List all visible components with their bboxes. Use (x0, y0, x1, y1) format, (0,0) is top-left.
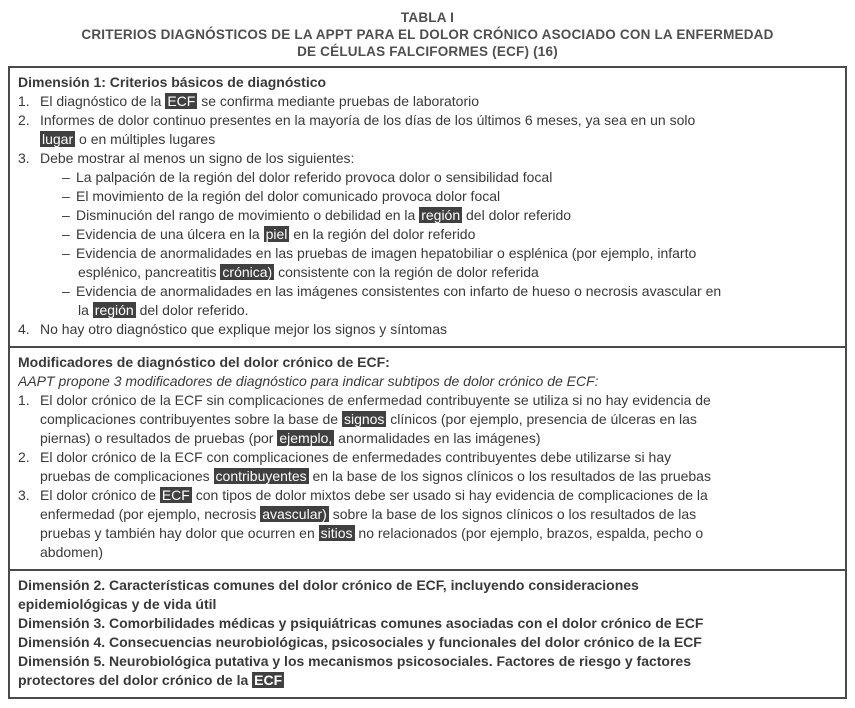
table-line (18, 410, 837, 429)
highlighted-text: contribuyentes (215, 468, 307, 484)
highlighted-text: avascular) (262, 506, 327, 522)
text-segment: Dimensión 3. Comorbilidades médicas y psiquiátricas comunes asociadas con el dolor crónico de ECF (18, 615, 704, 631)
line-marker: 3. (18, 150, 30, 166)
text-segment: en la base de los signos clínicos o los resultados de las pruebas (308, 468, 711, 484)
table-line (18, 206, 837, 225)
table-line (18, 301, 837, 320)
text-segment: enfermedad (por ejemplo, necrosis (40, 506, 261, 522)
table-line (18, 614, 837, 633)
text-segment: del dolor referido. (135, 302, 249, 318)
text-segment: No hay otro diagnóstico que explique mejor los signos y síntomas (40, 321, 447, 337)
text-segment: Modificadores de diagnóstico del dolor crónico de ECF: (18, 354, 390, 370)
line-marker: 2. (18, 449, 30, 465)
line-marker: 3. (18, 487, 30, 503)
highlighted-text: signos (343, 411, 385, 427)
text-segment: Debe mostrar al menos un signo de los siguientes: (40, 150, 355, 166)
table-line (18, 524, 837, 543)
table-section-modificadores-diagnostico (10, 348, 845, 571)
text-segment: o en múltiples lugares (75, 131, 216, 147)
line-marker: – (62, 245, 70, 261)
text-segment: El dolor crónico de (40, 487, 160, 503)
table-title-block (0, 0, 855, 60)
line-marker: – (62, 283, 70, 299)
highlighted-text: región (421, 207, 461, 223)
highlighted-text: región (94, 302, 134, 318)
table-line (18, 486, 837, 505)
text-segment: El dolor crónico de la ECF sin complicaciones de enfermedad contribuyente se utiliza si no hay evidencia de (40, 392, 711, 408)
table-section-dimensiones-2-5 (10, 571, 845, 697)
line-marker: – (62, 207, 70, 223)
text-segment: pruebas de complicaciones (40, 468, 214, 484)
text-segment: consistente con la región de dolor referida (274, 264, 539, 280)
highlighted-text: crónica) (222, 264, 273, 280)
table-line (18, 652, 837, 671)
text-segment: complicaciones contribuyentes sobre la base de (40, 411, 342, 427)
table-line (18, 187, 837, 206)
text-segment: El diagnóstico de la (40, 93, 166, 109)
text-segment: no relacionados (por ejemplo, brazos, espalda, pecho o (354, 525, 704, 541)
table-line (18, 168, 837, 187)
table-line (18, 448, 837, 467)
table-line (18, 111, 837, 130)
table-line (18, 467, 837, 486)
text-segment: El dolor crónico de la ECF con complicaciones de enfermedades contribuyentes debe utilizarse si hay (40, 449, 672, 465)
text-segment: Evidencia de una úlcera en la (76, 226, 264, 242)
text-segment: Informes de dolor continuo presentes en la mayoría de los días de los últimos 6 meses, ya sea en un solo (40, 112, 696, 128)
text-segment: Dimensión 4. Consecuencias neurobiológicas, psicosociales y funcionales del dolor crónico de la ECF (18, 634, 702, 650)
text-segment: en la región del dolor referido (289, 226, 476, 242)
line-marker: – (62, 188, 70, 204)
criteria-table (8, 66, 847, 699)
highlighted-text: sitios (320, 525, 353, 541)
table-title-line-2: DE CÉLULAS FALCIFORMES (ECF) (16) (297, 44, 558, 59)
text-segment: El movimiento de la región del dolor comunicado provoca dolor focal (76, 188, 501, 204)
highlighted-text: ECF (161, 487, 190, 503)
text-segment: pruebas y también hay dolor que ocurren en (40, 525, 319, 541)
table-section-dimension-1-criterios-basicos (10, 68, 845, 348)
line-marker: 1. (18, 93, 30, 109)
highlighted-text: ejemplo, (279, 430, 333, 446)
table-line (18, 671, 837, 690)
text-segment: con tipos de dolor mixtos debe ser usado si hay evidencia de complicaciones de la (191, 487, 708, 503)
line-marker: 4. (18, 321, 30, 337)
text-segment: del dolor referido (462, 207, 572, 223)
text-segment: AAPT propone 3 modificadores de diagnóstico para indicar subtipos de dolor crónico de ECF: (18, 373, 599, 389)
highlighted-text: piel (265, 226, 288, 242)
text-segment: Dimensión 2. Características comunes del dolor crónico de ECF, incluyendo consideraciones (18, 577, 639, 593)
text-segment: abdomen) (40, 544, 104, 560)
line-marker: 1. (18, 392, 30, 408)
text-segment: Evidencia de anormalidades en las imágenes consistentes con infarto de hueso o necrosis avascular en (76, 283, 722, 299)
table-line (18, 225, 837, 244)
table-line (18, 391, 837, 410)
text-segment: piernas) o resultados de pruebas (por (40, 430, 278, 446)
table-line (18, 543, 837, 562)
text-segment: Evidencia de anormalidades en las pruebas de imagen hepatobiliar o esplénica (por ejemplo, infarto (76, 245, 697, 261)
text-segment: se confirma mediante pruebas de laboratorio (197, 93, 480, 109)
text-segment: clínicos (por ejemplo, presencia de úlceras en las (386, 411, 697, 427)
table-line (18, 353, 837, 372)
table-line (18, 149, 837, 168)
table-line (18, 576, 837, 595)
text-segment: Dimensión 5. Neurobiológica putativa y los mecanismos psicosociales. Factores de riesgo y factores (18, 653, 692, 669)
line-marker: 2. (18, 112, 30, 128)
highlighted-text: ECF (254, 672, 283, 688)
table-line (18, 244, 837, 263)
table-line (18, 73, 837, 92)
text-segment: Disminución del rango de movimiento o debilidad en la (76, 207, 420, 223)
text-segment: protectores del dolor crónico de la (18, 672, 253, 688)
line-marker: – (62, 169, 70, 185)
table-line (18, 633, 837, 652)
highlighted-text: lugar (42, 131, 74, 147)
table-line (18, 282, 837, 301)
text-segment: Dimensión 1: Criterios básicos de diagnóstico (18, 74, 327, 90)
table-line (18, 595, 837, 614)
text-segment: la (78, 302, 93, 318)
line-marker: – (62, 226, 70, 242)
text-segment: esplénico, pancreatitis (78, 264, 221, 280)
text-segment: anormalidades en las imágenes) (334, 430, 541, 446)
table-line (18, 92, 837, 111)
table-line (18, 429, 837, 448)
text-segment: sobre la base de los signos clínicos o los resultados de las (328, 506, 697, 522)
table-line (18, 130, 837, 149)
table-line (18, 505, 837, 524)
table-line (18, 320, 837, 339)
highlighted-text: ECF (167, 93, 196, 109)
text-segment: La palpación de la región del dolor referido provoca dolor o sensibilidad focal (76, 169, 553, 185)
text-segment: epidemiológicas y de vida útil (18, 596, 217, 612)
table-label: TABLA I (400, 10, 455, 25)
table-line (18, 263, 837, 282)
table-title-line-1: CRITERIOS DIAGNÓSTICOS DE LA APPT PARA EL DOLOR CRÓNICO ASOCIADO CON LA ENFERMEDAD (81, 27, 774, 42)
table-line (18, 372, 837, 391)
